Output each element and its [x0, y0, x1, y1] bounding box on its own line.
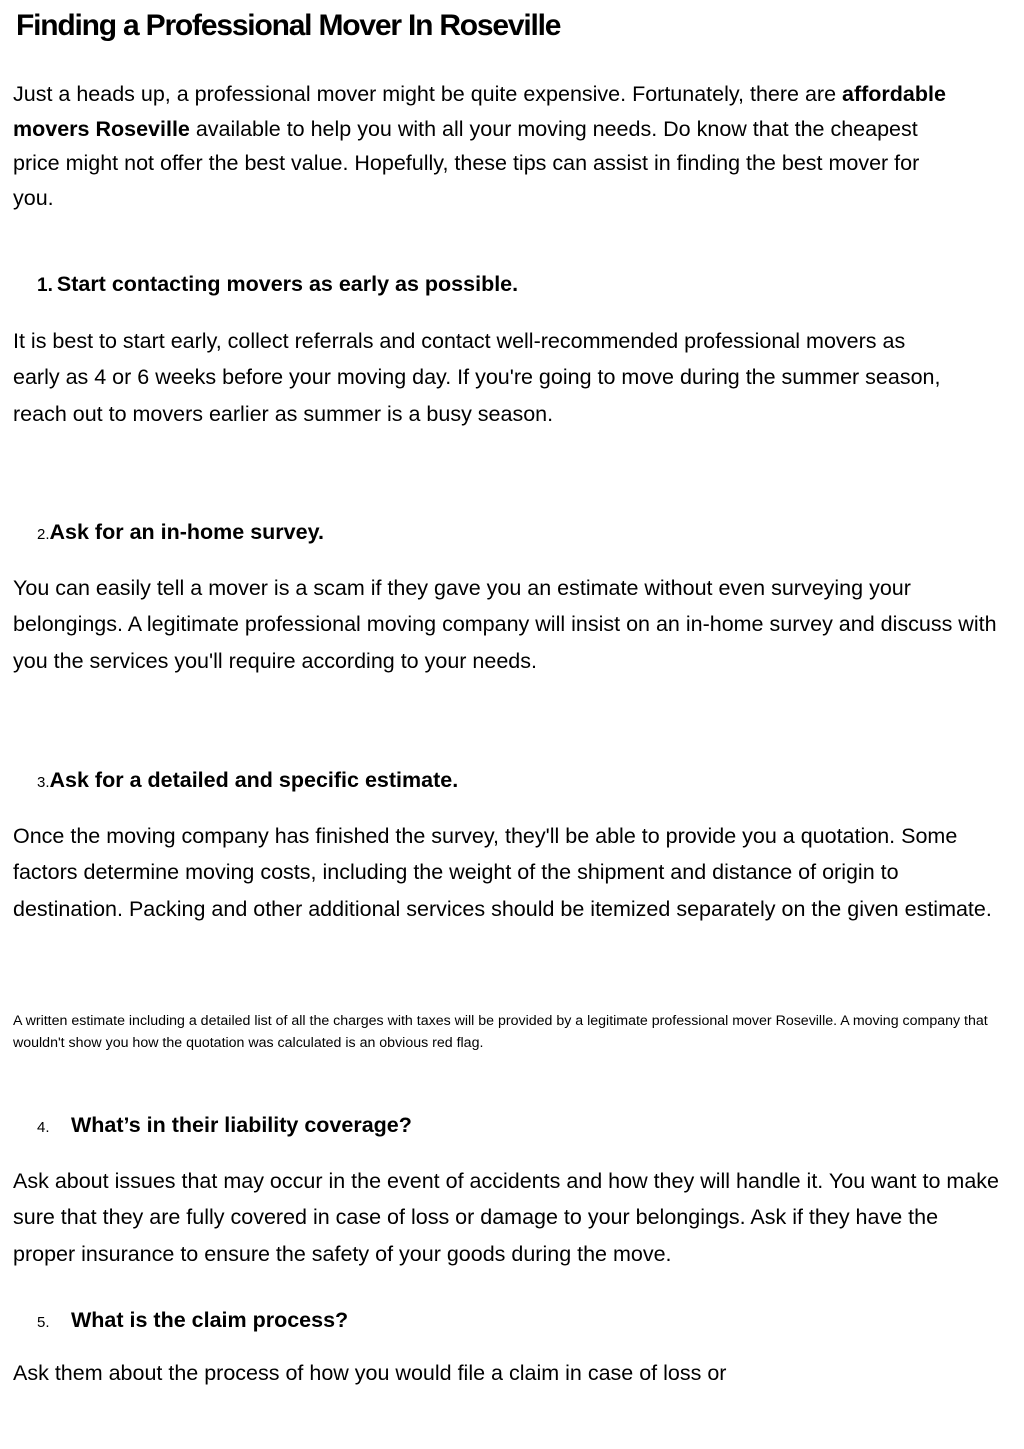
intro-text-end: available to help you with all your moving needs. Do know that the cheapest price might not offer the best value. Hopefully, these tips can assist in finding the best mover for you. — [13, 116, 920, 210]
section-1-heading — [37, 269, 518, 301]
section-2-heading — [37, 517, 324, 550]
affordable-movers-emphasis: affordable movers Roseville — [13, 82, 946, 141]
page-title: Finding a Professional Mover In Roseville — [16, 9, 561, 42]
section-1-number: 1. — [37, 275, 53, 296]
section-3-note: A written estimate including a detailed list of all the charges with taxes will be provided by a legitimate professional mover Roseville. A moving company that wouldn't show you how the quotation was calculated is an obvious red flag. — [13, 1013, 988, 1051]
section-2-number: 2. — [37, 526, 50, 543]
section-4-body: Ask about issues that may occur in the event of accidents and how they will handle it. You want to make sure that they are fully covered in case of loss or damage to your belongings. Ask if they have the proper insurance to ensure the safety of your goods during the move. — [13, 1169, 999, 1266]
section-3-heading — [37, 765, 458, 798]
section-5-title: What is the claim process? — [71, 1308, 349, 1332]
section-3-number: 3. — [37, 774, 50, 791]
section-5-body: Ask them about the process of how you would file a claim in case of loss or — [13, 1361, 727, 1385]
section-3-body: Once the moving company has finished the survey, they'll be able to provide you a quotation. Some factors determine moving costs, including the weight of the shipment and distance of origin to destination. Packing and other additional services should be itemized separately on the given estimate. — [13, 824, 992, 921]
section-4-title: What’s in their liability coverage? — [71, 1113, 412, 1137]
section-5-number: 5. — [37, 1314, 50, 1331]
section-1-title: Start contacting movers as early as possible. — [56, 272, 519, 296]
section-2-title: Ask for an in-home survey. — [49, 520, 324, 544]
section-5-heading — [37, 1305, 348, 1338]
intro-text-start: Just a heads up, a professional mover might be quite expensive. Fortunately, there are — [13, 82, 843, 106]
section-4-heading — [37, 1110, 412, 1143]
section-2-body: You can easily tell a mover is a scam if they gave you an estimate without even surveying your belongings. A legitimate professional moving company will insist on an in-home survey and discuss with you the services you'll require according to your needs. — [13, 576, 997, 673]
section-1-body: It is best to start early, collect referrals and contact well-recommended professional movers as early as 4 or 6 weeks before your moving day. If you're going to move during the summer season, reach out to movers earlier as summer is a busy season. — [13, 329, 941, 426]
section-4-number: 4. — [37, 1119, 50, 1136]
intro-paragraph — [13, 77, 953, 215]
section-3-title: Ask for a detailed and specific estimate. — [49, 768, 459, 792]
